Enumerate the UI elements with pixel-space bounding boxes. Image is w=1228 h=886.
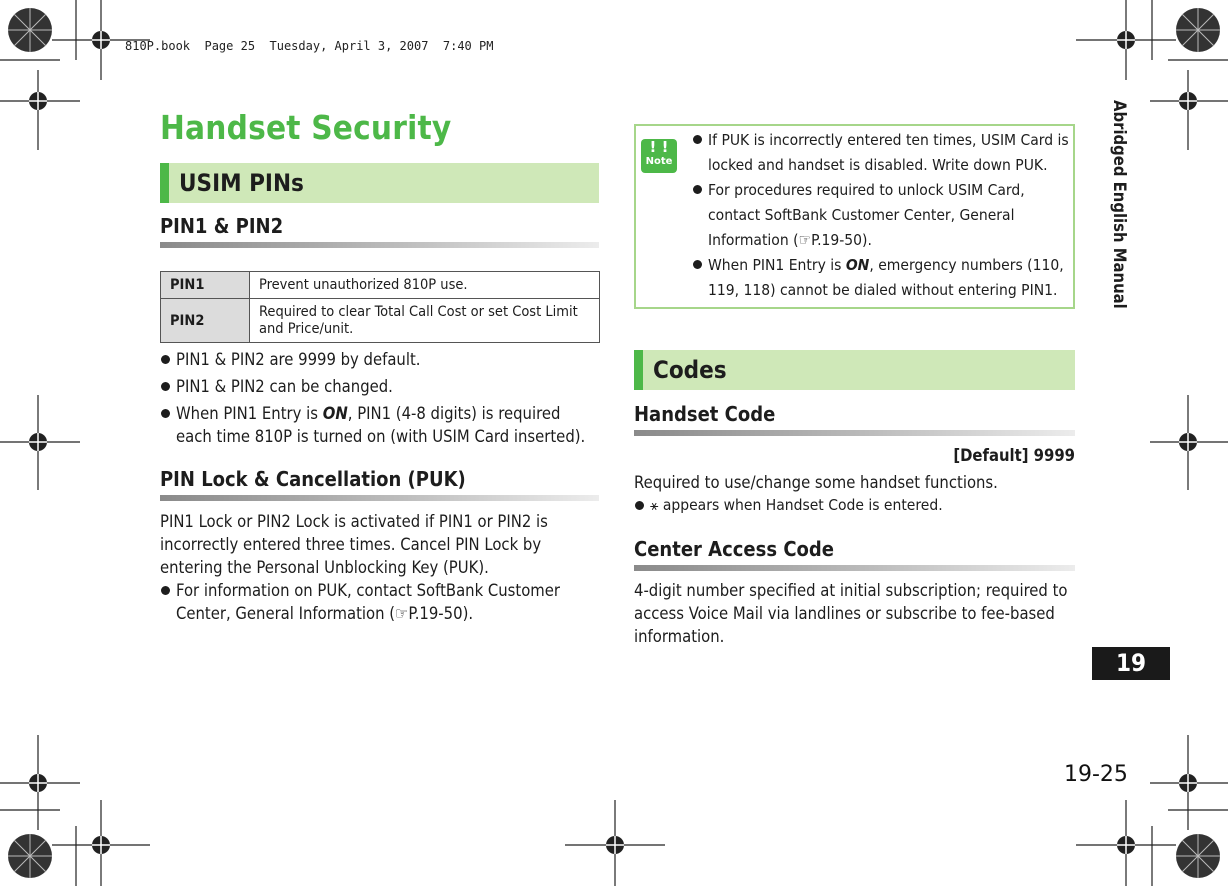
page-reference-link[interactable]: P.19-50 xyxy=(408,604,463,623)
page-title: Handset Security xyxy=(160,108,452,147)
table-key: PIN1 xyxy=(161,272,250,299)
side-label xyxy=(1090,100,1146,640)
table-row xyxy=(161,299,600,343)
default-value-line xyxy=(634,444,1075,467)
default-value: 9999 xyxy=(1033,446,1075,465)
bullet-text: When PIN1 Entry is xyxy=(176,404,323,423)
heading-rule xyxy=(160,495,599,501)
list-item xyxy=(692,178,1070,253)
key-icon: ⚹ xyxy=(650,498,659,514)
puk-paragraph: PIN1 Lock or PIN2 Lock is activated if PIN1 or PIN2 is incorrectly entered three times. Cancel PIN Lock by entering the Personal Unblocking Key (PUK). xyxy=(160,512,548,577)
chapter-tab: 19 xyxy=(1092,647,1170,680)
bullet-text: PIN1 & PIN2 are 9999 by default. xyxy=(176,350,421,369)
subheading-pin1-pin2: PIN1 & PIN2 xyxy=(160,214,284,238)
bullet-text: For information on PUK, contact SoftBank Customer Center, General Information ( xyxy=(176,581,560,623)
bullet-text: ). xyxy=(862,231,872,249)
default-label: [Default] xyxy=(953,446,1029,465)
list-item xyxy=(634,494,1075,518)
side-label-text: Abridged English Manual xyxy=(1110,100,1129,309)
list-item xyxy=(160,348,600,371)
list-item xyxy=(692,128,1070,178)
list-item xyxy=(692,253,1070,303)
table-value: Prevent unauthorized 810P use. xyxy=(250,272,600,299)
list-item xyxy=(160,579,600,625)
table-value: Required to clear Total Call Cost or set Cost Limit and Price/unit. xyxy=(250,299,600,343)
subheading-center-access-code: Center Access Code xyxy=(634,537,834,561)
note-box xyxy=(634,124,1075,309)
bullet-text: , PIN1 (4-8 digits) is required each time 810P is turned on (with USIM Card inserted). xyxy=(176,404,586,446)
list-item xyxy=(160,375,600,398)
pin-table xyxy=(160,271,600,343)
section-band-codes xyxy=(634,350,1075,390)
bullet-text: PIN1 & PIN2 can be changed. xyxy=(176,377,393,396)
subheading-handset-code: Handset Code xyxy=(634,402,776,426)
page-number: 19-25 xyxy=(1064,762,1128,787)
heading-rule xyxy=(160,242,599,248)
on-setting-label: ON xyxy=(845,256,870,274)
list-item xyxy=(160,402,600,448)
handset-paragraph: Required to use/change some handset functions. xyxy=(634,473,998,492)
bullet-text: When PIN1 Entry is xyxy=(708,256,846,274)
on-setting-label: ON xyxy=(322,404,348,423)
print-header: 810P.book Page 25 Tuesday, April 3, 2007 7:40 PM xyxy=(125,39,494,53)
bullet-text: ). xyxy=(462,604,474,623)
bullet-text: For procedures required to unlock USIM Card, contact SoftBank Customer Center, General Information ( xyxy=(708,181,1025,249)
page-reference-link[interactable]: P.19-50 xyxy=(811,231,863,249)
puk-bullet xyxy=(160,579,600,625)
bullet-text: If PUK is incorrectly entered ten times, USIM Card is locked and handset is disabled. Write down PUK. xyxy=(708,131,1069,174)
note-icon-label: Note xyxy=(645,156,673,167)
pin-bullets xyxy=(160,348,600,448)
note-icon: ! ! Note xyxy=(641,139,677,173)
heading-rule xyxy=(634,430,1075,436)
section-title: Codes xyxy=(653,356,727,384)
table-row xyxy=(161,272,600,299)
bullet-text: , emergency numbers (110, 119, 118) cannot be dialed without entering PIN1. xyxy=(708,256,1064,299)
handset-bullet xyxy=(634,494,1075,518)
section-band-usim-pins xyxy=(160,163,599,203)
subheading-puk: PIN Lock & Cancellation (PUK) xyxy=(160,467,466,491)
table-key: PIN2 xyxy=(161,299,250,343)
heading-rule xyxy=(634,565,1075,571)
bullet-text: appears when Handset Code is entered. xyxy=(658,496,943,514)
section-title: USIM PINs xyxy=(179,169,304,197)
center-paragraph: 4-digit number specified at initial subscription; required to access Voice Mail via landlines or subscribe to fee-based information. xyxy=(634,581,1068,646)
page-reference-icon: ☞ xyxy=(395,604,409,623)
page-reference-icon: ☞ xyxy=(798,231,812,249)
note-list xyxy=(692,128,1070,303)
